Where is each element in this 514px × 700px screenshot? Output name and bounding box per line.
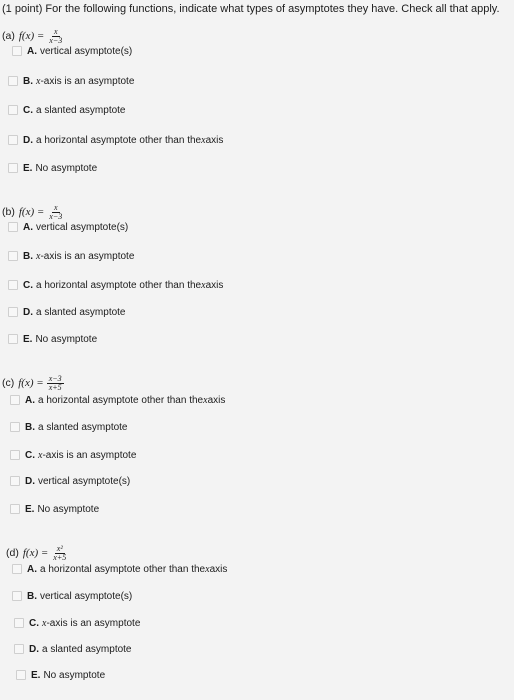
option-text: No asymptote bbox=[35, 162, 98, 174]
question-c bbox=[2, 373, 502, 393]
question-header bbox=[6, 543, 506, 563]
checkbox[interactable] bbox=[8, 307, 18, 317]
function-fraction bbox=[47, 375, 64, 392]
checkbox[interactable] bbox=[10, 422, 20, 432]
option-var: x bbox=[36, 250, 41, 262]
checkbox[interactable] bbox=[8, 163, 18, 173]
function-fraction bbox=[47, 28, 64, 45]
option-a-E[interactable] bbox=[8, 160, 97, 176]
option-b-B[interactable] bbox=[8, 248, 134, 264]
checkbox[interactable] bbox=[10, 504, 20, 514]
fraction-denominator: x−3 bbox=[49, 211, 63, 221]
option-letter: C. bbox=[25, 449, 35, 461]
option-d-A[interactable] bbox=[12, 561, 227, 577]
option-var: x bbox=[36, 75, 41, 87]
option-text: a slanted asymptote bbox=[38, 421, 128, 433]
function-lhs: f(x) = bbox=[18, 206, 45, 218]
checkbox[interactable] bbox=[8, 76, 18, 86]
fraction-denominator: x+5 bbox=[53, 552, 67, 562]
fraction-numerator: x² bbox=[56, 543, 63, 553]
option-letter: D. bbox=[23, 306, 33, 318]
option-letter: A. bbox=[27, 45, 37, 57]
checkbox[interactable] bbox=[12, 46, 22, 56]
option-text: a horizontal asymptote other than the bbox=[40, 563, 206, 575]
checkbox[interactable] bbox=[8, 251, 18, 261]
option-a-A[interactable] bbox=[12, 43, 132, 59]
option-c-B[interactable] bbox=[10, 419, 128, 435]
option-var: x bbox=[205, 563, 210, 575]
option-var: x bbox=[42, 617, 47, 629]
option-letter: E. bbox=[31, 669, 41, 681]
question-d bbox=[6, 543, 506, 563]
checkbox[interactable] bbox=[8, 105, 18, 115]
fraction-denominator: x−3 bbox=[49, 35, 63, 45]
option-letter: C. bbox=[29, 617, 39, 629]
option-text: a horizontal asymptote other than the bbox=[38, 394, 204, 406]
option-d-D[interactable] bbox=[14, 641, 132, 657]
option-text: a horizontal asymptote other than the bbox=[36, 134, 202, 146]
option-text-post: axis bbox=[205, 279, 224, 291]
checkbox[interactable] bbox=[10, 450, 20, 460]
option-b-D[interactable] bbox=[8, 304, 126, 320]
option-letter: C. bbox=[23, 104, 33, 116]
option-letter: B. bbox=[23, 75, 33, 87]
fraction-denominator: x+5 bbox=[48, 382, 62, 392]
option-text-post: -axis is an asymptote bbox=[46, 617, 141, 629]
option-text-post: -axis is an asymptote bbox=[40, 250, 135, 262]
option-letter: B. bbox=[23, 250, 33, 262]
checkbox[interactable] bbox=[8, 280, 18, 290]
checkbox[interactable] bbox=[8, 222, 18, 232]
option-text-post: axis bbox=[205, 134, 224, 146]
option-d-C[interactable] bbox=[14, 615, 140, 631]
option-c-A[interactable] bbox=[10, 392, 225, 408]
option-text: No asymptote bbox=[35, 333, 98, 345]
option-c-D[interactable] bbox=[10, 473, 130, 489]
option-letter: A. bbox=[23, 221, 33, 233]
option-text-post: axis bbox=[209, 563, 228, 575]
checkbox[interactable] bbox=[8, 135, 18, 145]
option-text: vertical asymptote(s) bbox=[40, 590, 133, 602]
option-text-post: -axis is an asymptote bbox=[40, 75, 135, 87]
fraction-numerator: x−3 bbox=[48, 373, 62, 383]
option-a-B[interactable] bbox=[8, 73, 134, 89]
checkbox[interactable] bbox=[8, 334, 18, 344]
option-text: vertical asymptote(s) bbox=[38, 475, 131, 487]
option-letter: D. bbox=[29, 643, 39, 655]
option-letter: C. bbox=[23, 279, 33, 291]
option-text: vertical asymptote(s) bbox=[40, 45, 133, 57]
fraction-numerator: x bbox=[53, 202, 58, 212]
option-a-C[interactable] bbox=[8, 102, 126, 118]
checkbox[interactable] bbox=[16, 670, 26, 680]
option-text: a slanted asymptote bbox=[36, 104, 126, 116]
option-var: x bbox=[38, 449, 43, 461]
option-letter: A. bbox=[25, 394, 35, 406]
option-letter: B. bbox=[27, 590, 37, 602]
option-letter: A. bbox=[27, 563, 37, 575]
question-header bbox=[2, 373, 502, 393]
option-var: x bbox=[203, 394, 208, 406]
option-text: a slanted asymptote bbox=[42, 643, 132, 655]
option-letter: D. bbox=[25, 475, 35, 487]
question-label: (b) bbox=[2, 206, 15, 218]
fraction-numerator: x bbox=[53, 26, 58, 36]
option-d-B[interactable] bbox=[12, 588, 132, 604]
problem-instruction: (1 point) For the following functions, indicate what types of asymptotes they have. Check all that apply. bbox=[2, 3, 500, 15]
option-letter: E. bbox=[23, 162, 33, 174]
option-text: No asymptote bbox=[43, 669, 106, 681]
checkbox[interactable] bbox=[10, 476, 20, 486]
option-letter: E. bbox=[25, 503, 35, 515]
option-c-E[interactable] bbox=[10, 501, 99, 517]
option-var: x bbox=[201, 279, 206, 291]
function-fraction bbox=[51, 545, 68, 562]
option-b-A[interactable] bbox=[8, 219, 128, 235]
option-text: a slanted asymptote bbox=[36, 306, 126, 318]
function-fraction bbox=[47, 204, 64, 221]
option-text-post: axis bbox=[207, 394, 226, 406]
checkbox[interactable] bbox=[14, 644, 24, 654]
option-text-post: -axis is an asymptote bbox=[42, 449, 137, 461]
question-label: (c) bbox=[2, 377, 15, 389]
option-a-D[interactable] bbox=[8, 132, 223, 148]
function-lhs: f(x) = bbox=[22, 547, 49, 559]
option-text: a horizontal asymptote other than the bbox=[36, 279, 202, 291]
option-b-C[interactable] bbox=[8, 277, 223, 293]
function-lhs: f(x) = bbox=[18, 30, 45, 42]
option-c-C[interactable] bbox=[10, 447, 136, 463]
function-lhs: f(x) = bbox=[18, 377, 44, 389]
option-b-E[interactable] bbox=[8, 331, 97, 347]
option-d-E[interactable] bbox=[16, 667, 105, 683]
option-letter: E. bbox=[23, 333, 33, 345]
checkbox[interactable] bbox=[12, 591, 22, 601]
question-label: (a) bbox=[2, 30, 15, 42]
question-label: (d) bbox=[6, 547, 19, 559]
checkbox[interactable] bbox=[12, 564, 22, 574]
checkbox[interactable] bbox=[14, 618, 24, 628]
option-text: vertical asymptote(s) bbox=[36, 221, 129, 233]
option-letter: B. bbox=[25, 421, 35, 433]
option-text: No asymptote bbox=[37, 503, 100, 515]
option-var: x bbox=[201, 134, 206, 146]
checkbox[interactable] bbox=[10, 395, 20, 405]
option-letter: D. bbox=[23, 134, 33, 146]
